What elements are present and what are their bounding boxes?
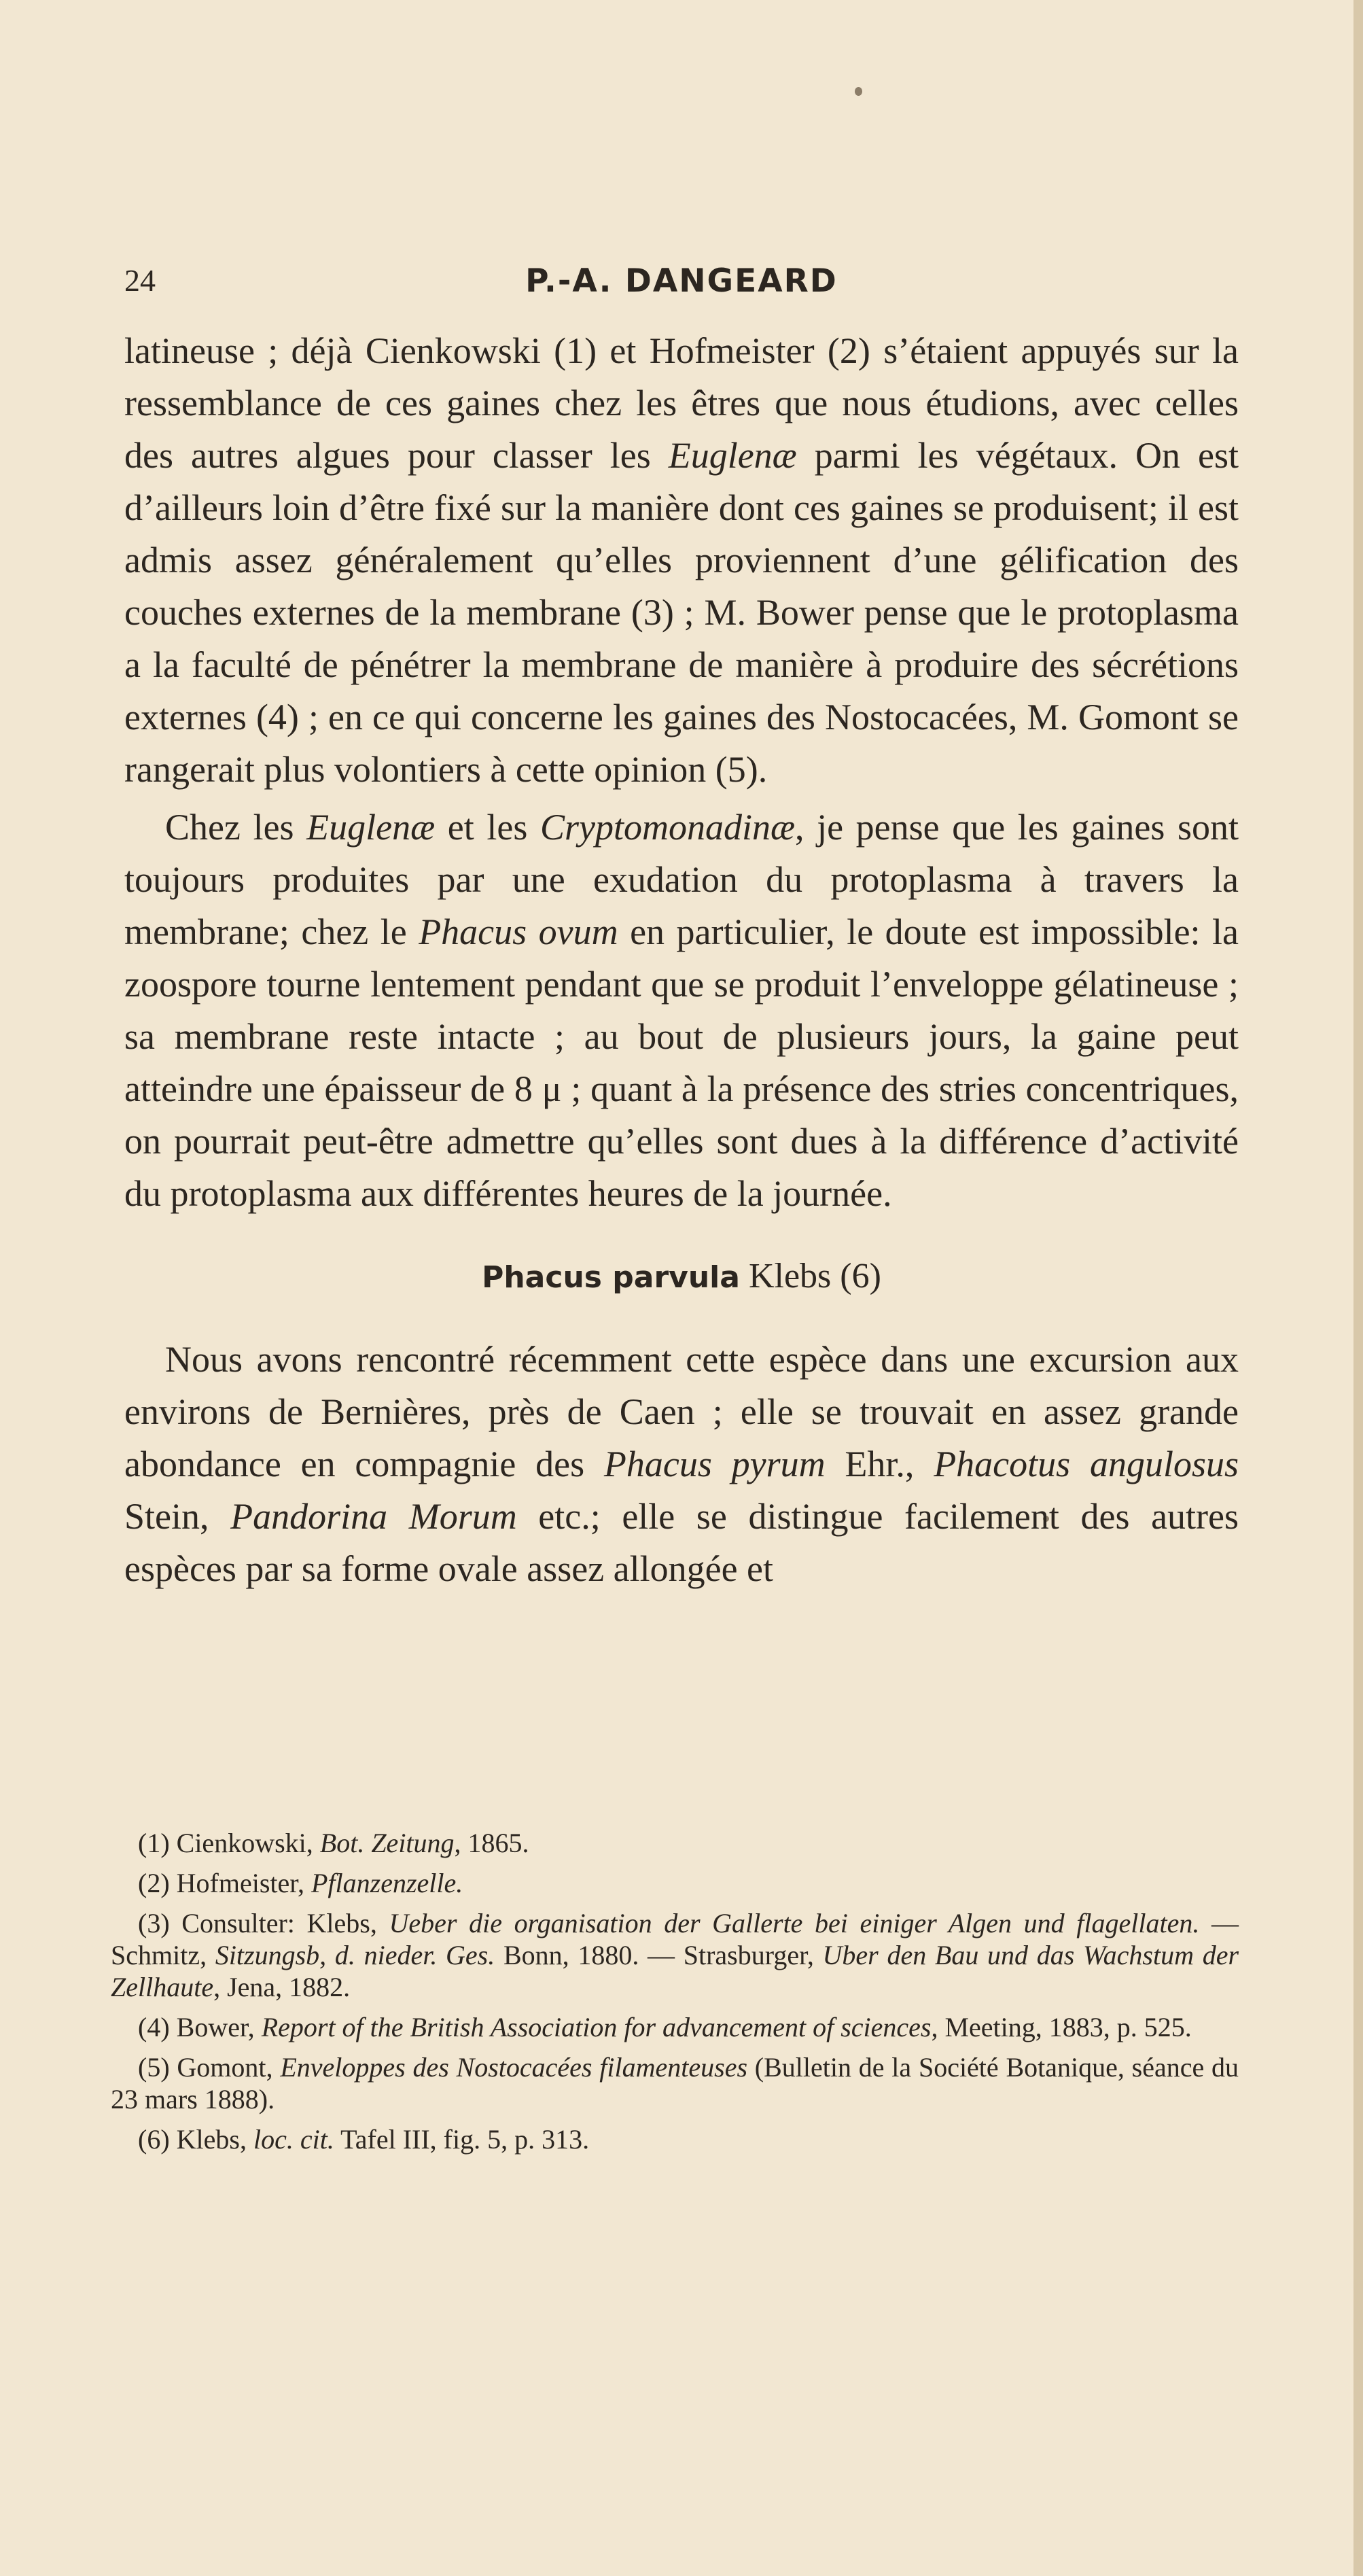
text-run: (5) Gomont, (138, 2052, 281, 2083)
text-run: , Meeting, 1883, p. 525. (931, 2012, 1192, 2042)
text-run: etc.; elle se distingue facilement des autres espèces par sa forme ovale assez allongée et (124, 1496, 1239, 1589)
paragraph (124, 1334, 1239, 1595)
ink-speck (855, 87, 862, 96)
italic-text: Phacotus angulosus (934, 1444, 1239, 1484)
italic-text: Euglenæ (668, 435, 797, 476)
italic-text: Euglenæ (306, 807, 436, 848)
section-heading (124, 1250, 1239, 1304)
text-run: — Schmitz, (111, 1908, 1239, 1970)
footnote (111, 1867, 1239, 1899)
text-run: (2) Hofmeister, (138, 1868, 311, 1898)
paragraph (124, 801, 1239, 1220)
italic-text: Bot. Zeitung (319, 1828, 455, 1858)
running-title: P.-A. DANGEARD (525, 262, 838, 300)
page-edge (1353, 0, 1363, 2576)
text-run: (6) Klebs, (138, 2124, 253, 2155)
footnote (111, 1907, 1239, 2003)
text-run: (1) Cienkowski, (138, 1828, 320, 1858)
text-run: Stein, (124, 1496, 231, 1537)
page-number: 24 (124, 263, 156, 298)
text-run: en particulier, le doute est impossible: la zoospore tourne lentement pendant que se produit l’enveloppe gélatineuse ; sa membrane reste intacte ; au bout de plusieurs jours, la gaine peut atteindre une épaisseur de 8 μ ; quant à la présence des stries concentriques, on pourrait peut-être admettre qu’elles sont dues à la différence d’activité du protoplasma aux différentes heures de la journée. (124, 911, 1239, 1214)
species-name: Phacus parvula (482, 1260, 740, 1295)
text-run: , 1865. (454, 1828, 529, 1858)
page-header (124, 262, 1239, 317)
text-run: , je pense que les gaines sont toujours produites par une exudation du protoplasma à travers la membrane; chez le (124, 807, 1239, 952)
footnotes (111, 1827, 1239, 2163)
italic-text: Phacus pyrum (603, 1444, 826, 1484)
text-run: Chez les (165, 807, 307, 848)
text-run: (4) Bower, (138, 2012, 262, 2042)
text-run: (Bulletin de la Société Botanique, séance du 23 mars 1888). (111, 2052, 1239, 2114)
italic-text: Phacus ovum (419, 911, 618, 952)
italic-text: Pandorina Morum (230, 1496, 517, 1537)
text-run: Bonn, 1880. — Strasburger, (495, 1940, 823, 1970)
body-text (124, 325, 1239, 1595)
italic-text: loc. cit. (253, 2124, 334, 2155)
footnote (111, 2011, 1239, 2043)
italic-text: Cryptomonadinæ (539, 807, 795, 848)
text-run: Tafel III, fig. 5, p. 313. (334, 2124, 590, 2155)
italic-text: Report of the British Association for advancement of sciences (261, 2012, 932, 2042)
italic-text: Sitzungsb, d. nieder. Ges. (215, 1940, 495, 1970)
text-run: Nous avons rencontré récemment cette espèce dans une excursion aux environs de Bernières, près de Caen ; elle se trouvait en assez grande abondance en compagnie des (124, 1339, 1239, 1484)
text-run: parmi les végétaux. On est d’ailleurs loin d’être fixé sur la manière dont ces gaines se produisent; il est admis assez généralement qu’elles proviennent d’une gélification des couches externes de la membrane (3) ; M. Bower pense que le protoplasma a la faculté de pénétrer la membrane de manière à produire des sécrétions externes (4) ; en ce qui concerne les gaines des Nostocacées, M. Gomont se rangerait plus volontiers à cette opinion (5). (124, 435, 1239, 790)
footnote (111, 2123, 1239, 2155)
footnote (111, 1827, 1239, 1859)
italic-text: Uber den Bau und das Wachstum der Zellhaute (111, 1940, 1239, 2002)
italic-text: Pflanzenzelle. (311, 1868, 463, 1898)
text-run: (3) Consulter: Klebs, (138, 1908, 389, 1938)
text-run: et les (435, 807, 540, 848)
text-run: Ehr., (825, 1444, 934, 1484)
text-run: , Jena, 1882. (213, 1972, 351, 2002)
footnote (111, 2051, 1239, 2115)
species-author: Klebs (6) (748, 1257, 881, 1295)
italic-text: Ueber die organisation der Gallerte bei einiger Algen und flagellaten. (389, 1908, 1200, 1938)
text-run: latineuse ; déjà Cienkowski (1) et Hofmeister (2) s’étaient appuyés sur la ressemblance de ces gaines chez les êtres que nous étudions, avec celles des autres algues pour classer les (124, 330, 1239, 476)
italic-text: Enveloppes des Nostocacées filamenteuses (280, 2052, 748, 2083)
paragraph (124, 325, 1239, 796)
